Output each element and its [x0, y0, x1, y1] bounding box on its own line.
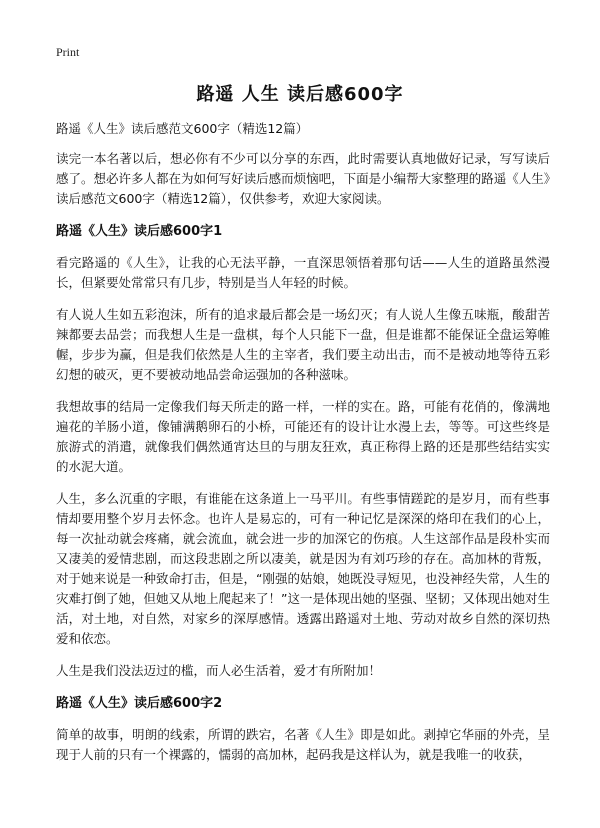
paragraph: 人生是我们没法迈过的槛，而人必生活着，爱才有所附加！ — [56, 663, 382, 678]
page-title: 路遥 人生 读后感600字 — [196, 84, 404, 105]
section-heading: 路遥《人生》读后感600字1 — [56, 224, 223, 239]
intro-paragraph: 读完一本名著以后，想必你有不少可以分享的东西，此时需要认真地做好记录，写写读后感了。想必许多人都在为如何写好读后感而烦恼吧，下面是小编帮大家整理的路遥《人生》读后感范文600字（精选12篇），仅供参考，欢迎大家阅读。 — [56, 151, 550, 206]
article-subtitle: 路遥《人生》读后感范文600字（精选12篇） — [56, 121, 309, 136]
print-link[interactable]: Print — [56, 45, 80, 59]
paragraph: 有人说人生如五彩泡沫，所有的追求最后都会是一场幻灭；有人说人生像五味瓶，酸甜苦辣都要去品尝；而我想人生是一盘棋，每个人只能下一盘，但是谁都不能保证全盘运筹帷幄，步步为赢，但是我们依然是人生的主宰者，我们要主动出击，而不是被动地等待五彩幻想的破灭，更不要被动地品尝命运强加的各种滋味。 — [56, 307, 550, 382]
paragraph: 人生，多么沉重的字眼，有谁能在这条道上一马平川。有些事情蹉跎的是岁月，而有些事情却要用整个岁月去怀念。也许人是易忘的，可有一种记忆是深深的烙印在我们的心上，每一次扯动就会疼痛，就会流血，就会进一步的加深它的伤痕。人生这部作品是段朴实而又凄美的爱情悲剧，而这段悲剧之所以凄美，就是因为有刘巧珍的存在。高加林的背叛，对于她来说是一种致命打击，但是，“刚强的姑娘，她既没寻短见，也没神经失常，人生的灾难打倒了她，但她又从地上爬起来了！”这一是体现出她的坚强、坚韧；又体现出她对生活，对土地，对自然，对家乡的深厚感情。透露出路遥对土地、劳动对故乡自然的深切热爱和依恋。 — [56, 491, 550, 646]
article-body — [56, 119, 550, 777]
paragraph: 看完路遥的《人生》，让我的心无法平静，一直深思领悟着那句话——人生的道路虽然漫长，但紧要处常常只有几步，特别是当人年轻的时候。 — [56, 255, 550, 290]
section-heading: 路遥《人生》读后感600字2 — [56, 696, 223, 711]
paragraph: 简单的故事，明朗的线索，所谓的跌宕，名著《人生》即是如此。剥掉它华丽的外壳，呈现于人前的只有一个裸露的，懦弱的高加林，起码我是这样认为，就是我唯一的收获， — [56, 727, 550, 762]
paragraph: 我想故事的结局一定像我们每天所走的路一样，一样的实在。路，可能有花俏的，像满地遍花的羊肠小道，像铺满鹅卵石的小桥，可能还有的设计让水漫上去，等等。可这些终是旅游式的消遣，就像我们偶然通宵达旦的与朋友狂欢，真正称得上路的还是那些结结实实的水泥大道。 — [56, 399, 550, 474]
